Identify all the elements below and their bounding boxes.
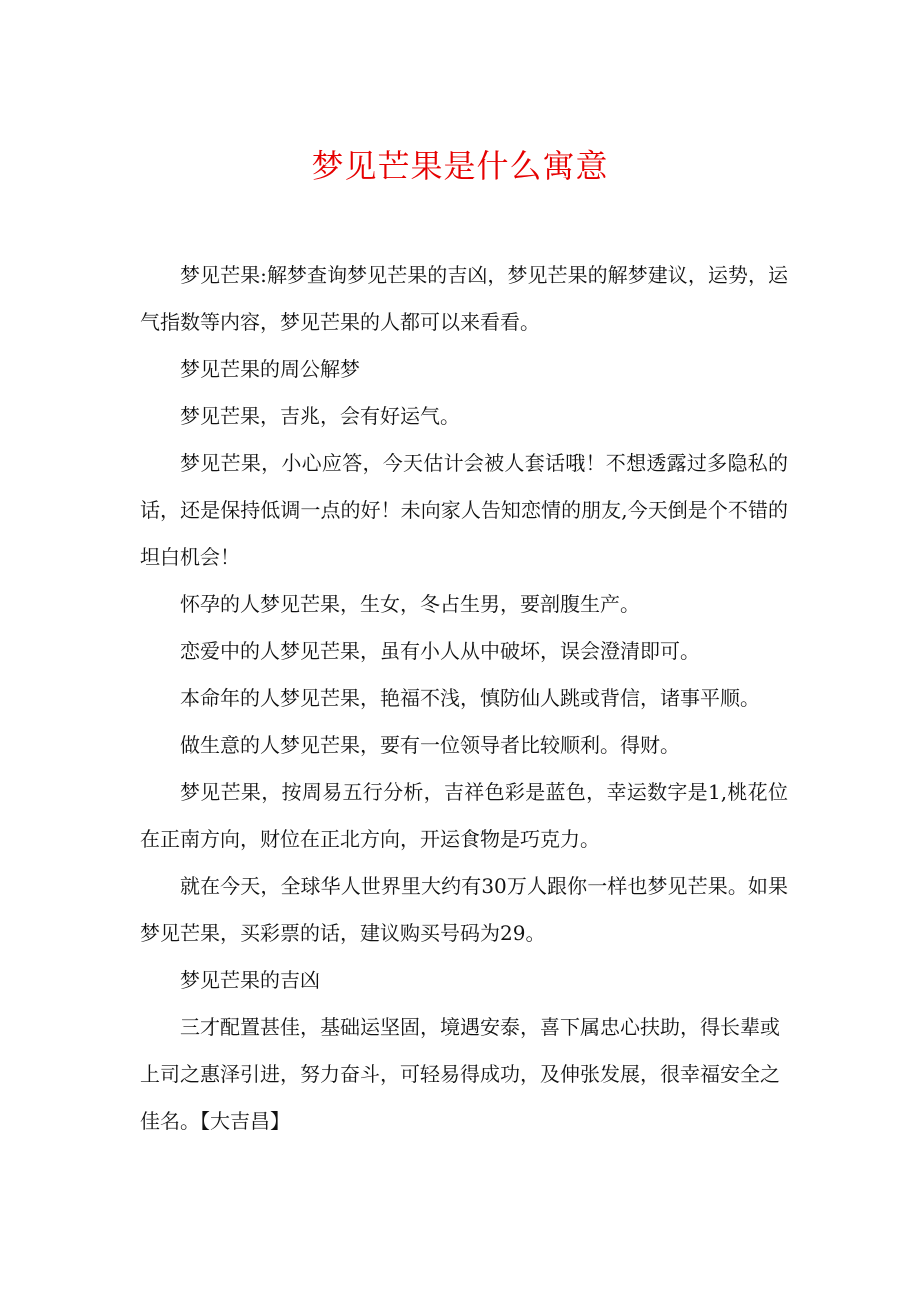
paragraph-five-elements: 梦见芒果，按周易五行分析，吉祥色彩是蓝色，幸运数字是1,桃花位在正南方向，财位在正北方向，开运食物是巧克力。 <box>140 780 788 851</box>
paragraph-lottery: 就在今天，全球华人世界里大约有30万人跟你一样也梦见芒果。如果梦见芒果，买彩票的话，建议购买号码为29。 <box>140 874 788 945</box>
paragraph-careful-answer: 梦见芒果，小心应答，今天估计会被人套话哦！不想透露过多隐私的话，还是保持低调一点的好！未向家人告知恋情的朋友,今天倒是个不错的坦白机会！ <box>140 451 788 569</box>
paragraph-three-talents: 三才配置甚佳，基础运坚固，境遇安泰，喜下属忠心扶助，得长辈或上司之惠泽引进，努力奋斗，可轻易得成功，及伸张发展，很幸福安全之佳名。【大吉昌】 <box>140 1015 780 1133</box>
section-heading-zhougong: 梦见芒果的周公解梦 <box>180 357 360 381</box>
paragraph-good-omen: 梦见芒果，吉兆，会有好运气。 <box>180 404 460 428</box>
paragraph-birth-year: 本命年的人梦见芒果，艳福不浅，慎防仙人跳或背信，诸事平顺。 <box>180 686 760 710</box>
paragraph-in-love: 恋爱中的人梦见芒果，虽有小人从中破坏，误会澄清即可。 <box>180 639 700 663</box>
section-heading-fortune: 梦见芒果的吉凶 <box>180 968 320 992</box>
document-body <box>140 252 788 1145</box>
document-title: 梦见芒果是什么寓意 <box>311 147 609 185</box>
paragraph-business: 做生意的人梦见芒果，要有一位领导者比较顺利。得财。 <box>180 733 680 757</box>
paragraph-pregnant: 怀孕的人梦见芒果，生女，冬占生男，要剖腹生产。 <box>180 592 640 616</box>
paragraph-intro: 梦见芒果:解梦查询梦见芒果的吉凶，梦见芒果的解梦建议，运势，运气指数等内容，梦见芒果的人都可以来看看。 <box>140 263 788 334</box>
